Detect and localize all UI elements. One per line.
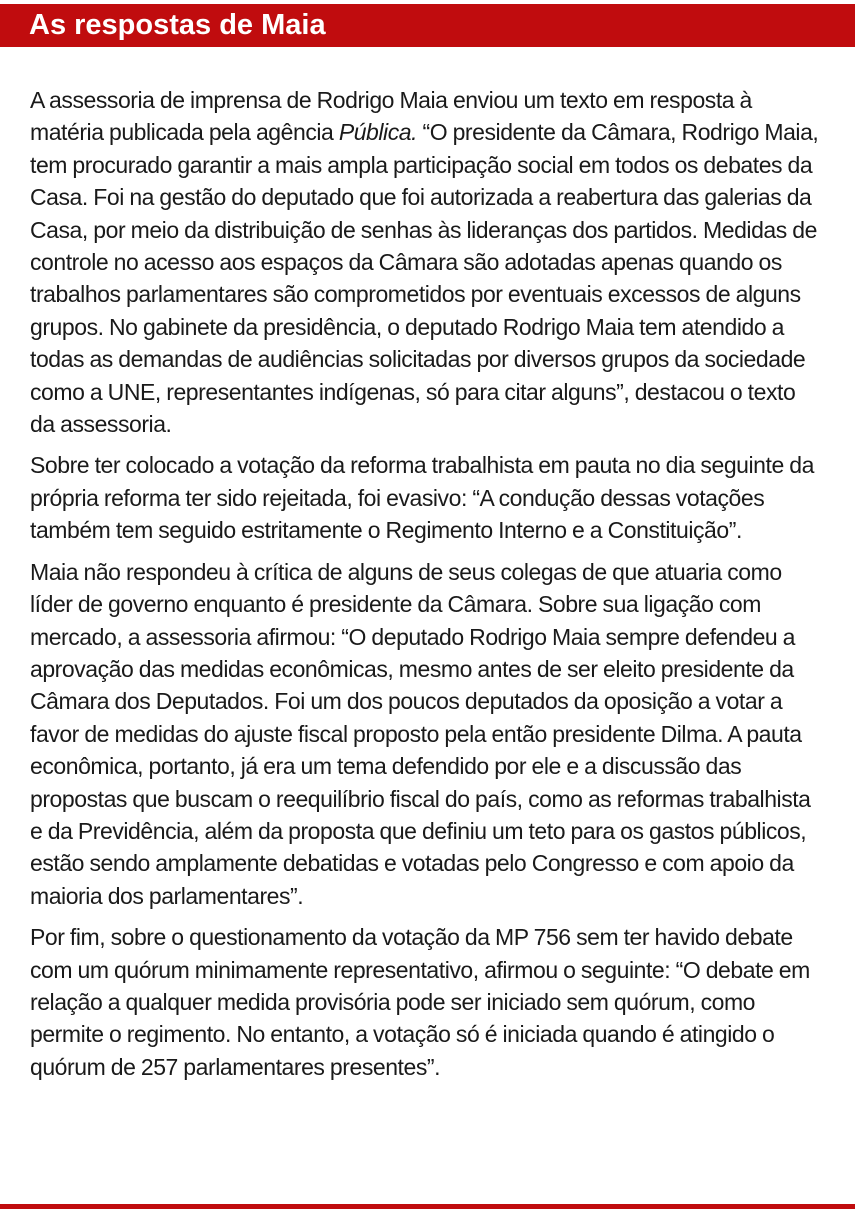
publication-name: Pública. <box>338 119 418 146</box>
article-body <box>0 84 855 1083</box>
paragraph-4: Por fim, sobre o questionamento da votação da MP 756 sem ter havido debate com um quórum minimamente representativo, afirmou o seguinte: “O debate em relação a qualquer medida provisória pode ser iniciado sem quórum, como permite o regimento. No entanto, a votação só é iniciada quando é atingido o quórum de 257 parlamentares presentes”. <box>30 924 810 1080</box>
footer-rule <box>0 1204 855 1209</box>
paragraph-1-lead: A assessoria de imprensa de Rodrigo Maia enviou um texto em resposta à matéria publicada pela agência <box>30 87 752 146</box>
paragraph-3: Maia não respondeu à crítica de alguns de seus colegas de que atuaria como líder de governo enquanto é presidente da Câmara. Sobre sua ligação com mercado, a assessoria afirmou: “O deputado Rodrigo Maia sempre defendeu a aprovação das medidas econômicas, mesmo antes de ser eleito presidente da Câmara dos Deputados. Foi um dos poucos deputados da oposição a votar a favor de medidas do ajuste fiscal proposto pela então presidente Dilma. A pauta econômica, portanto, já era um tema defendido por ele e a discussão das propostas que buscam o reequilíbrio fiscal do país, como as reformas trabalhista e da Previdência, além da proposta que definiu um teto para os gastos públicos, estão sendo amplamente debatidas e votadas pelo Congresso e com apoio da maioria dos parlamentares”. <box>30 558 811 909</box>
paragraph-1 <box>30 84 825 440</box>
paragraph-2: Sobre ter colocado a votação da reforma trabalhista em pauta no dia seguinte da própria reforma ter sido rejeitada, foi evasivo: “A condução dessas votações também tem seguido estritamente o Regimento Interno e a Constituição”. <box>30 452 814 544</box>
title-bar <box>0 4 855 47</box>
paragraph-1-quote: “O presidente da Câmara, Rodrigo Maia, tem procurado garantir a mais ampla participação social em todos os debates da Casa. Foi na gestão do deputado que foi autorizada a reabertura das galerias da Casa, por meio da distribuição de senhas às lideranças dos partidos. Medidas de controle no acesso aos espaços da Câmara são adotadas apenas quando os trabalhos parlamentares são comprometidos por eventuais excessos de alguns grupos. No gabinete da presidência, o deputado Rodrigo Maia tem atendido a todas as demandas de audiências solicitadas por diversos grupos da sociedade como a UNE, representantes indígenas, só para citar alguns”, destacou o texto da assessoria. <box>30 119 819 438</box>
page-title: As respostas de Maia <box>29 9 326 41</box>
document-page <box>0 4 855 1083</box>
